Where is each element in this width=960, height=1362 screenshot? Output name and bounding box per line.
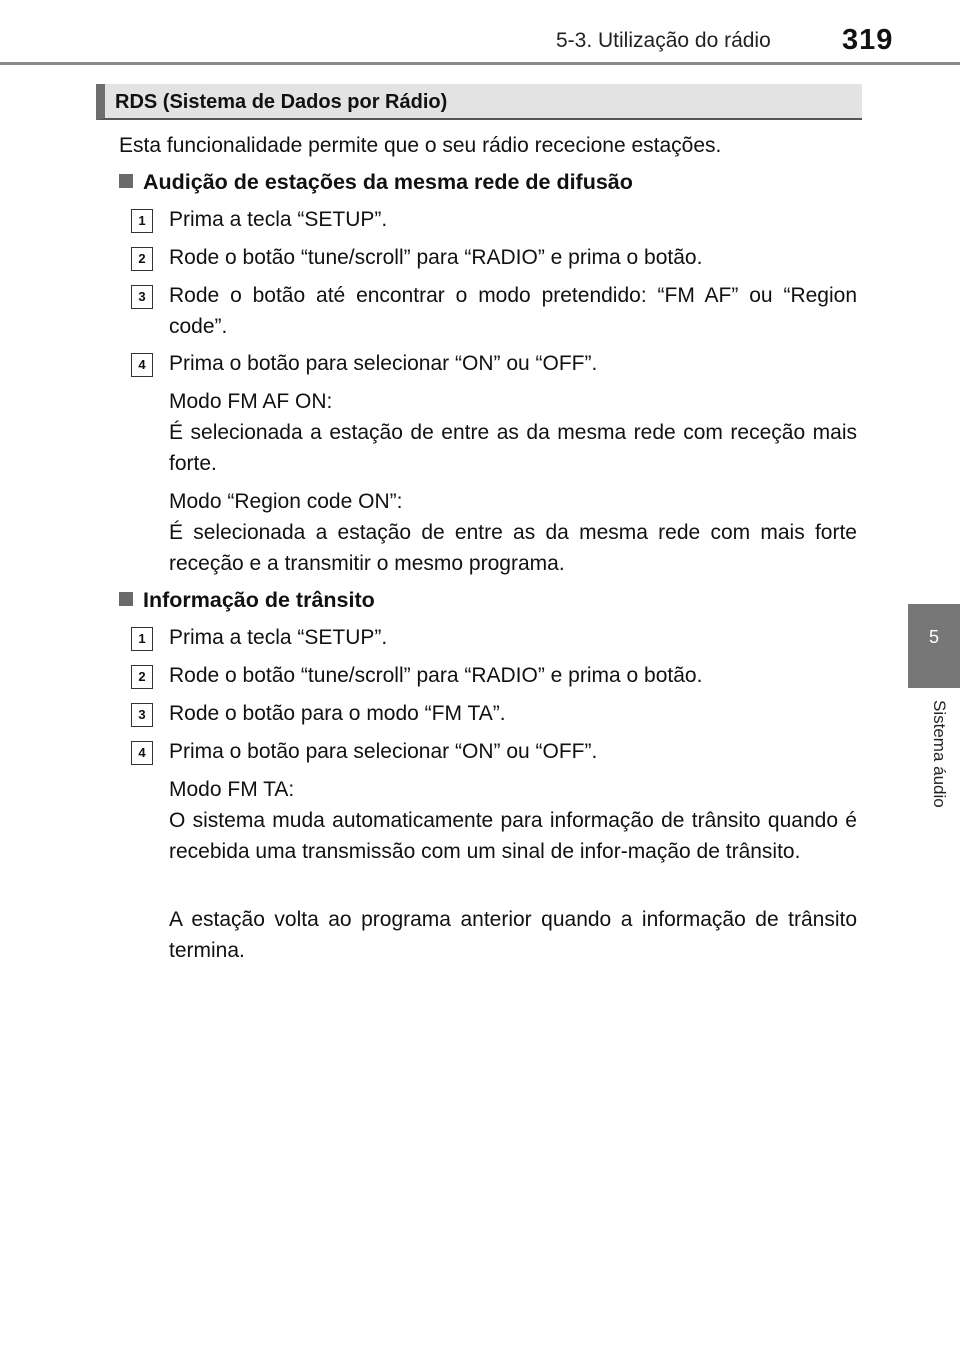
page-number: 319 (842, 24, 894, 56)
step-number-badge: 4 (131, 353, 153, 377)
step-item (131, 348, 857, 380)
subsection-heading (119, 585, 375, 615)
note-body: É selecionada a estação de entre as da mesma rede com receção mais forte. (169, 421, 857, 475)
intro-paragraph: Esta funcionalidade permite que o seu rádio rececione estações. (119, 134, 722, 157)
step-number-badge: 1 (131, 627, 153, 651)
step-item (131, 280, 857, 344)
step-text: Rode o botão para o modo “FM TA”. (169, 702, 506, 725)
header-divider (0, 62, 960, 65)
step-text: Prima a tecla “SETUP”. (169, 208, 388, 231)
step-item (131, 204, 857, 236)
step-text: Rode o botão “tune/scroll” para “RADIO” e prima o botão. (169, 664, 703, 687)
mode-note (169, 774, 857, 867)
step-number-badge: 4 (131, 741, 153, 765)
subsection-heading-text: Informação de trânsito (143, 588, 375, 612)
step-item (131, 242, 857, 274)
note-body: O sistema muda automaticamente para informação de trânsito quando é recebida uma transmissão com um sinal de infor-mação de trânsito. (169, 809, 857, 863)
note-title: Modo FM AF ON: (169, 390, 333, 413)
chapter-label: Sistema áudio (930, 700, 949, 808)
square-bullet-icon (119, 592, 133, 606)
section-heading-bar (96, 84, 862, 120)
step-item (131, 698, 857, 730)
subsection-heading-text: Audição de estações da mesma rede de difusão (143, 170, 633, 194)
mode-note (169, 904, 857, 966)
step-text: Prima a tecla “SETUP”. (169, 626, 388, 649)
note-body: É selecionada a estação de entre as da mesma rede com mais forte receção e a transmitir o mesmo programa. (169, 521, 857, 575)
header-section-title: 5-3. Utilização do rádio (556, 29, 771, 52)
step-number-badge: 2 (131, 247, 153, 271)
mode-note (169, 386, 857, 479)
step-text: Rode o botão “tune/scroll” para “RADIO” e prima o botão. (169, 246, 703, 269)
step-item (131, 622, 857, 654)
step-text: Rode o botão até encontrar o modo pretendido: “FM AF” ou “Region code”. (169, 284, 857, 338)
step-text: Prima o botão para selecionar “ON” ou “OFF”. (169, 740, 598, 763)
chapter-number: 5 (928, 627, 939, 647)
note-title: Modo “Region code ON”: (169, 490, 403, 513)
step-item (131, 736, 857, 768)
section-title: RDS (Sistema de Dados por Rádio) (115, 91, 448, 113)
step-number-badge: 1 (131, 209, 153, 233)
subsection-heading (119, 167, 633, 197)
mode-note (169, 486, 857, 579)
step-number-badge: 3 (131, 703, 153, 727)
square-bullet-icon (119, 174, 133, 188)
step-text: Prima o botão para selecionar “ON” ou “OFF”. (169, 352, 598, 375)
step-item (131, 660, 857, 692)
note-body: A estação volta ao programa anterior quando a informação de trânsito termina. (169, 908, 857, 962)
step-number-badge: 3 (131, 285, 153, 309)
note-title: Modo FM TA: (169, 778, 295, 801)
step-number-badge: 2 (131, 665, 153, 689)
